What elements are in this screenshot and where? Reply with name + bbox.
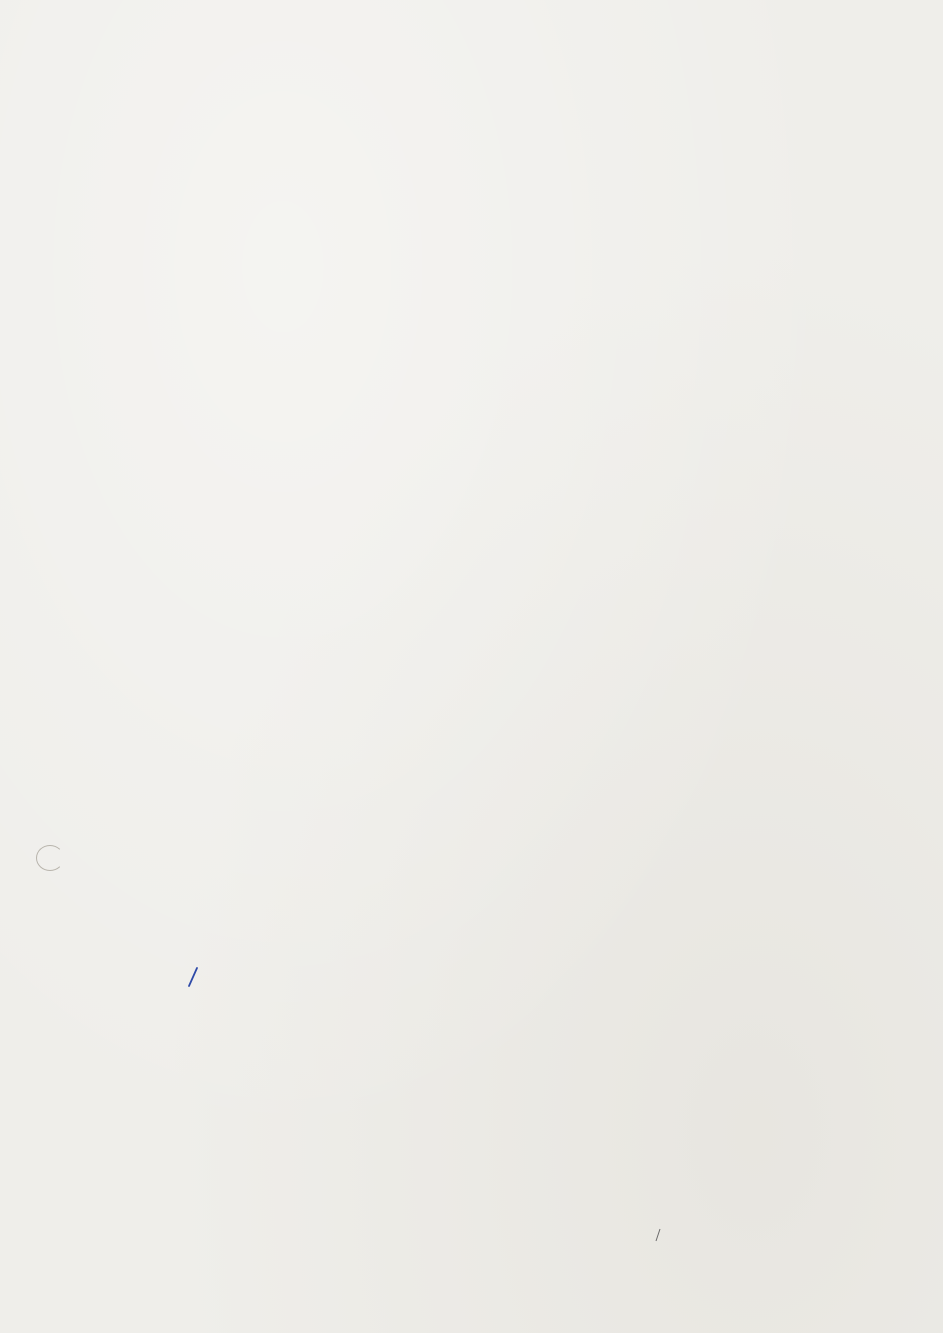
punch-hole-mark	[36, 845, 64, 871]
handwritten-slash-mark	[186, 966, 200, 988]
pencil-stroke-mark	[655, 1228, 661, 1242]
